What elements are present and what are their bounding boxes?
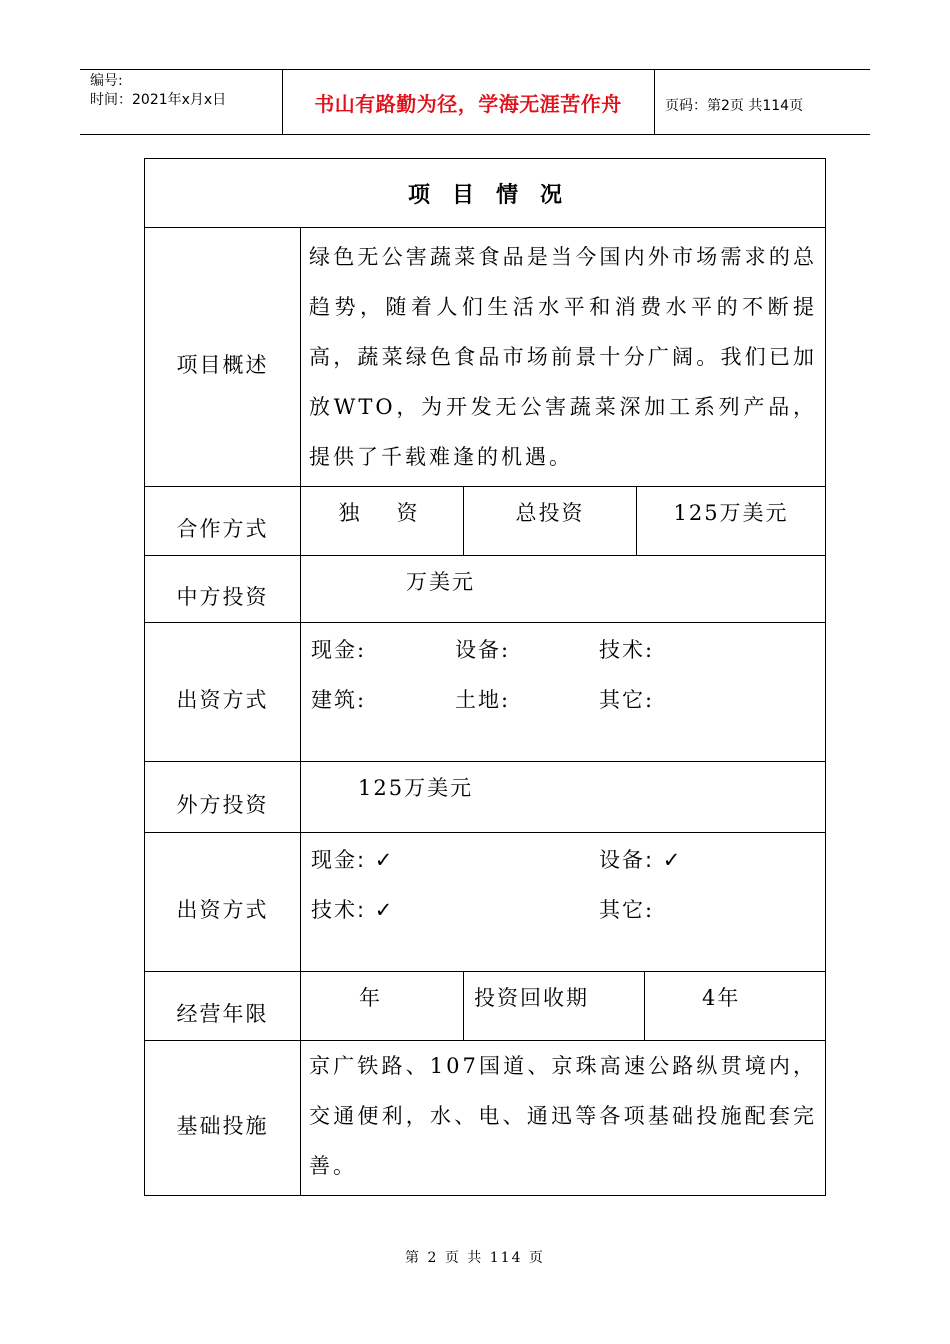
cn-building: 建筑:	[311, 688, 367, 712]
cn-land: 土地:	[455, 688, 511, 712]
cn-other: 其它:	[599, 688, 655, 712]
payback-value: 4年	[645, 972, 826, 1041]
date-label: 时间：2021年x月x日	[90, 92, 227, 108]
document-header	[80, 69, 870, 135]
fr-method-label: 出资方式	[145, 833, 301, 972]
coop-value: 独 资	[301, 487, 464, 556]
fr-equipment: 设备: ✓	[599, 848, 683, 872]
payback-label: 投资回收期	[464, 972, 645, 1041]
cn-cash: 现金:	[311, 638, 367, 662]
cn-equipment: 设备:	[455, 638, 511, 662]
overview-label: 项目概述	[145, 228, 301, 487]
number-label: 编号:	[90, 73, 123, 89]
infra-label: 基础投施	[145, 1041, 301, 1196]
total-invest-label: 总投资	[464, 487, 637, 556]
header-motto: 书山有路勤为径，学海无涯苦作舟	[314, 91, 622, 116]
cn-tech: 技术:	[599, 638, 655, 662]
total-invest-value: 125万美元	[637, 487, 826, 556]
fr-tech: 技术: ✓	[311, 898, 395, 922]
header-meta	[90, 72, 226, 110]
table-title: 项目情况	[145, 159, 826, 228]
cn-method-details	[301, 623, 826, 762]
header-page-info: 页码：第2页 共114页	[665, 98, 804, 114]
fr-other: 其它:	[599, 898, 655, 922]
project-info-table	[144, 158, 826, 1196]
page-footer: 第 2 页 共 114 页	[405, 1250, 545, 1266]
infra-text: 京广铁路、107国道、京珠高速公路纵贯境内，交通便利，水、电、通迅等各项基础投施配套完善。	[301, 1041, 826, 1196]
cn-invest-label: 中方投资	[145, 556, 301, 623]
header-divider	[654, 70, 655, 134]
term-label: 经营年限	[145, 972, 301, 1041]
cn-invest-value: 万美元	[301, 556, 826, 623]
term-value: 年	[301, 972, 464, 1041]
fr-method-details	[301, 833, 826, 972]
foreign-invest-value: 125万美元	[301, 762, 826, 833]
foreign-invest-label: 外方投资	[145, 762, 301, 833]
overview-text: 绿色无公害蔬菜食品是当今国内外市场需求的总趋势，随着人们生活水平和消费水平的不断提高，蔬菜绿色食品市场前景十分广阔。我们已加放WTO，为开发无公害蔬菜深加工系列产品，提供了千载难逢的机遇。	[301, 228, 826, 487]
fr-cash: 现金: ✓	[311, 848, 395, 872]
cn-method-label: 出资方式	[145, 623, 301, 762]
coop-label: 合作方式	[145, 487, 301, 556]
